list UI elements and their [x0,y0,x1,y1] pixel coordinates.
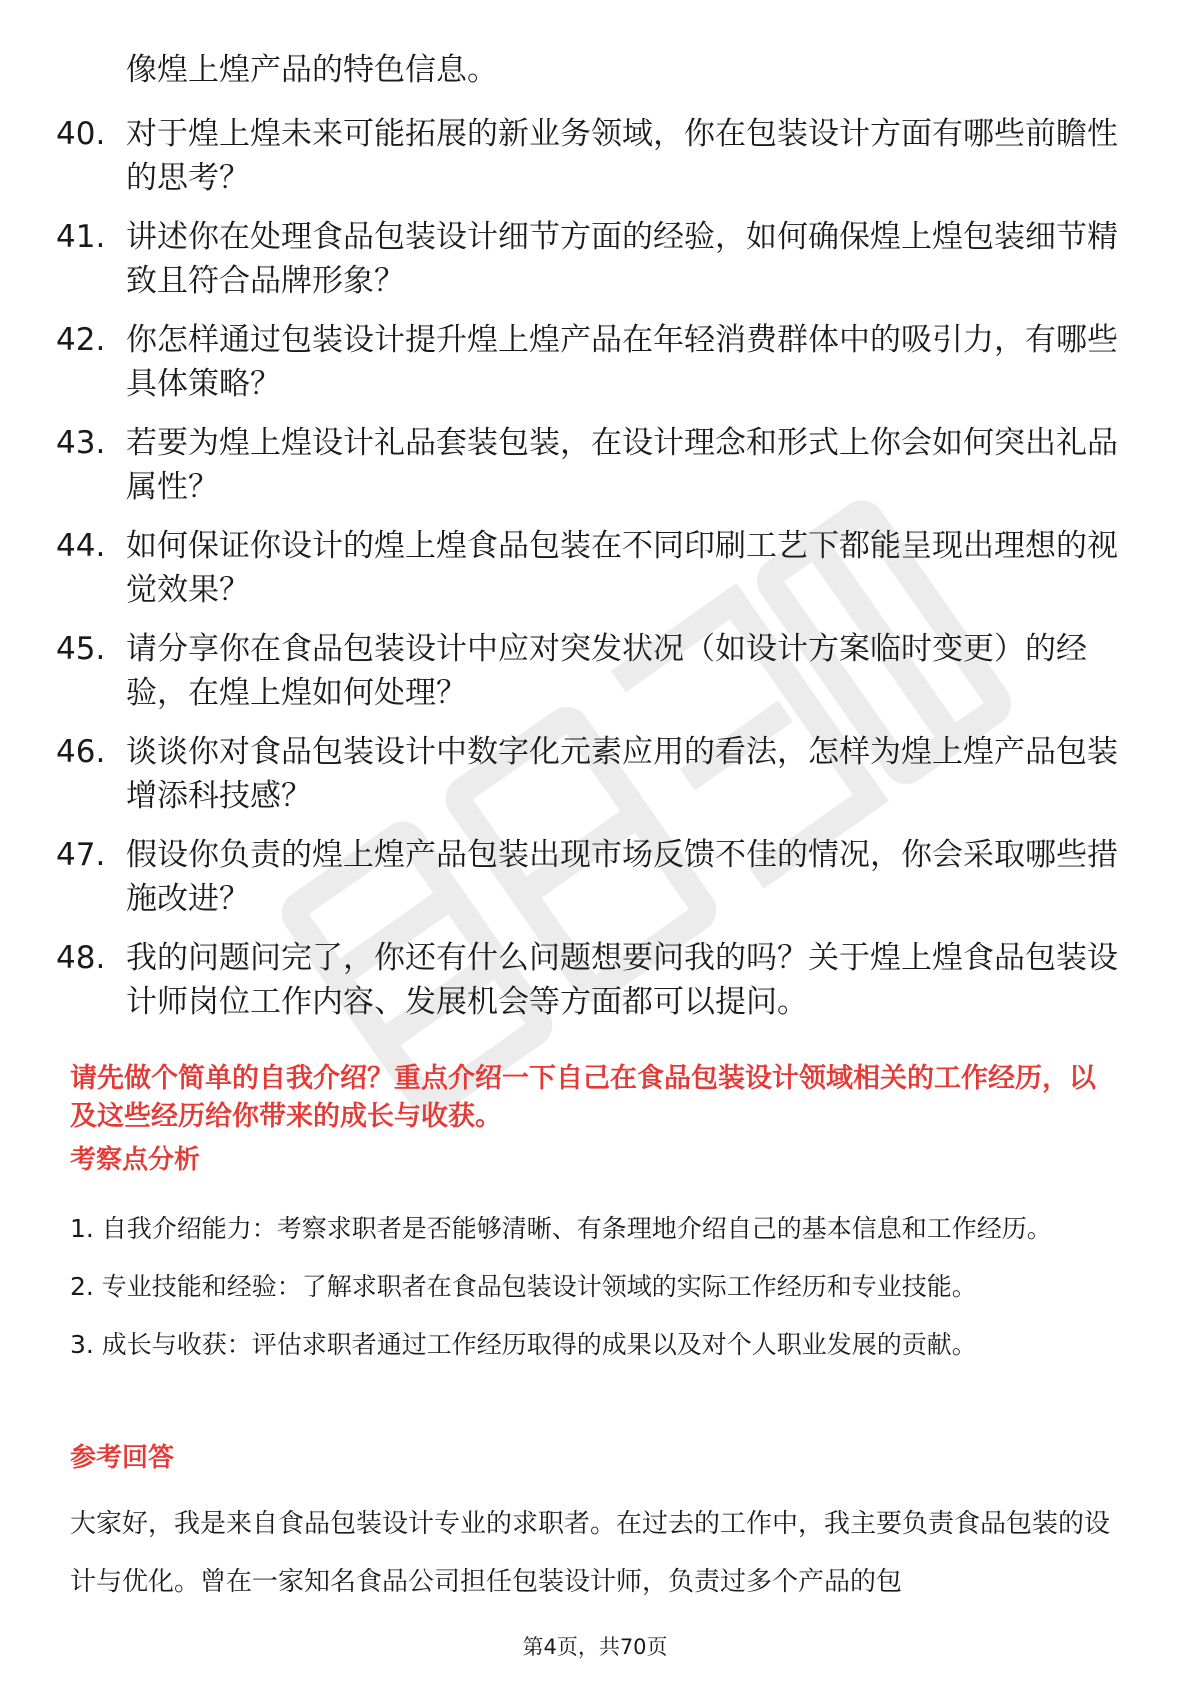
list-item [56,318,1126,421]
question-text: 我的问题问完了，你还有什么问题想要问我的吗？关于煌上煌食品包装设计师岗位工作内容、发展机会等方面都可以提问。 [126,940,1118,1020]
question-text: 讲述你在处理食品包装设计细节方面的经验，如何确保煌上煌包装细节精致且符合品牌形象？ [126,219,1118,299]
question-number: 48. [56,940,106,976]
reference-answer-text: 大家好，我是来自食品包装设计专业的求职者。在过去的工作中，我主要负责食品包装的设计与优化。曾在一家知名食品公司担任包装设计师，负责过多个产品的包 [70,1509,1111,1597]
question-text: 请分享你在食品包装设计中应对突发状况（如设计方案临时变更）的经验，在煌上煌如何处理？ [126,631,1087,711]
question-number: 44. [56,528,106,564]
list-item [56,833,1126,936]
analysis-heading: 考察点分析 [70,1145,201,1175]
list-item [56,730,1126,833]
analysis-list [70,1200,1130,1374]
question-text: 若要为煌上煌设计礼品套装包装，在设计理念和形式上你会如何突出礼品属性？ [126,425,1118,505]
list-item [56,112,1126,215]
question-text: 如何保证你设计的煌上煌食品包装在不同印刷工艺下都能呈现出理想的视觉效果？ [126,528,1118,608]
page-footer: 第4页，共70页 [522,1635,668,1659]
question-number: 41. [56,219,106,255]
list-item: 1. 自我介绍能力：考察求职者是否能够清晰、有条理地介绍自己的基本信息和工作经历。 [70,1214,1052,1243]
question-number: 42. [56,322,106,358]
reference-answer-heading: 参考回答 [70,1443,175,1473]
continued-paragraph: 像煌上煌产品的特色信息。 [126,52,498,88]
question-list [56,112,1126,1039]
list-item [56,421,1126,524]
list-item [56,215,1126,318]
list-item [56,627,1126,730]
question-text: 对于煌上煌未来可能拓展的新业务领域，你在包装设计方面有哪些前瞻性的思考？ [126,116,1118,196]
question-number: 43. [56,425,106,461]
featured-question: 请先做个简单的自我介绍？重点介绍一下自己在食品包装设计领域相关的工作经历，以及这些经历给你带来的成长与收获。 [70,1063,1096,1132]
question-text: 假设你负责的煌上煌产品包装出现市场反馈不佳的情况，你会采取哪些措施改进？ [126,837,1118,917]
list-item [56,936,1126,1039]
question-number: 46. [56,734,106,770]
question-number: 40. [56,116,106,152]
list-item: 2. 专业技能和经验：了解求职者在食品包装设计领域的实际工作经历和专业技能。 [70,1272,977,1301]
list-item [56,524,1126,627]
question-text: 谈谈你对食品包装设计中数字化元素应用的看法，怎样为煌上煌产品包装增添科技感？ [126,734,1118,814]
question-text: 你怎样通过包装设计提升煌上煌产品在年轻消费群体中的吸引力，有哪些具体策略？ [126,322,1118,402]
question-number: 45. [56,631,106,667]
question-number: 47. [56,837,106,873]
list-item: 3. 成长与收获：评估求职者通过工作经历取得的成果以及对个人职业发展的贡献。 [70,1330,977,1359]
